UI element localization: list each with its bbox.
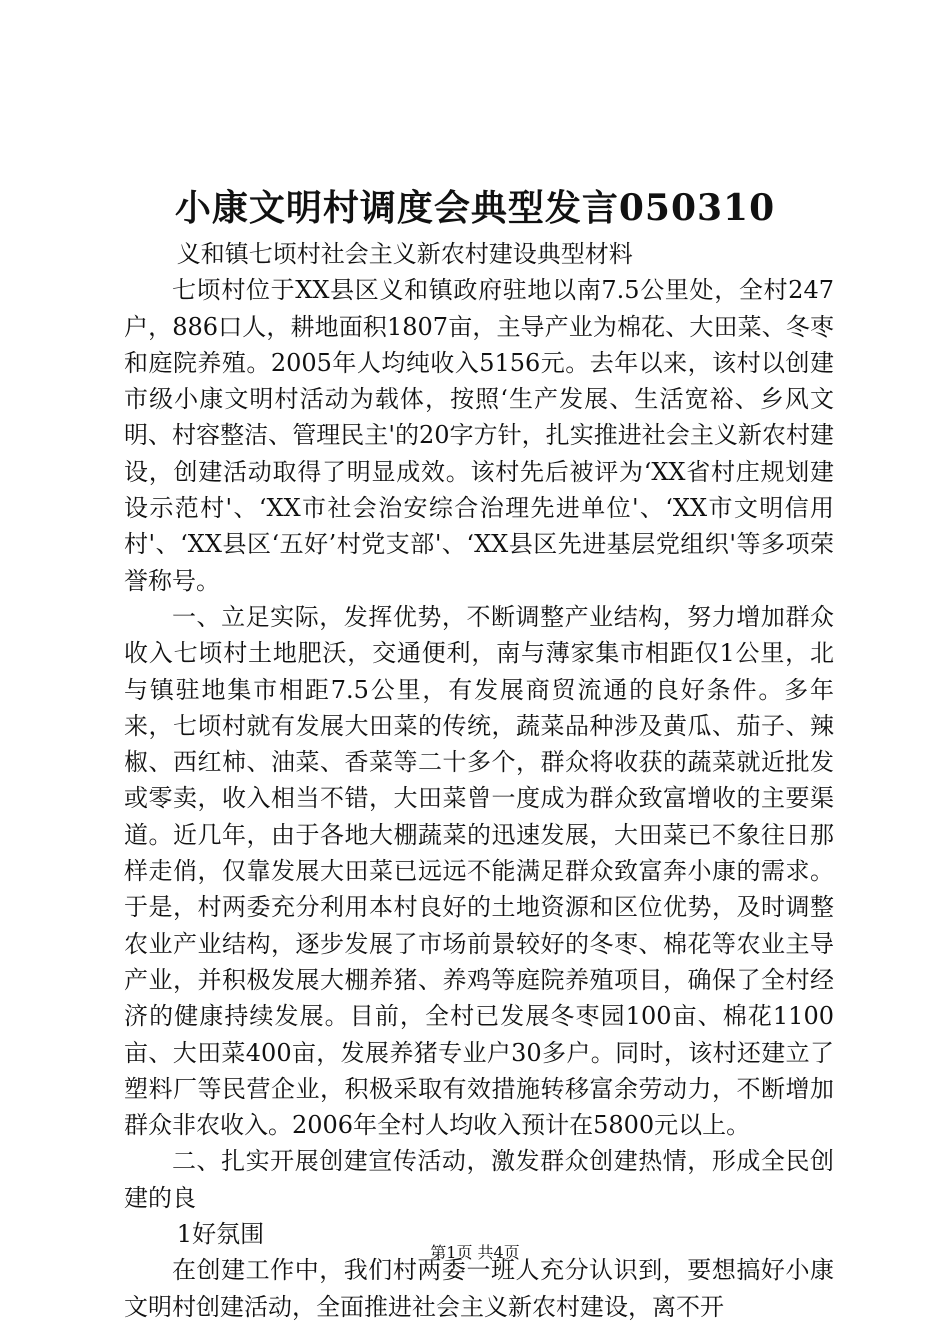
- paragraph-section-two-body: 在创建工作中，我们村两委一班人充分认识到，要想搞好小康文明村创建活动，全面推进社会主义新农村建设，离不开: [124, 1256, 834, 1321]
- document-body: [124, 236, 834, 1325]
- paragraph-section-two-heading-cont: 1好氛围: [176, 1220, 265, 1249]
- paragraph-section-two-heading: 二、扎实开展创建宣传活动，激发群众创建热情，形成全民创建的良: [124, 1147, 834, 1212]
- page-number: 第1页 共4页: [430, 1243, 520, 1262]
- document-title: 小康文明村调度会典型发言050310: [174, 187, 776, 229]
- paragraph-intro: 七顷村位于XX县区义和镇政府驻地以南7.5公里处，全村247户，886口人，耕地面积1807亩，主导产业为棉花、大田菜、冬枣和庭院养殖。2005年人均纯收入5156元。去年以来，该村以创建市级小康文明村活动为载体，按照‘生产发展、生活宽裕、乡风文明、村容整洁、管理民主'的20字方针，扎实推进社会主义新农村建设，创建活动取得了明显成效。该村先后被评为‘XX省村庄规划建设示范村'、‘XX市社会治安综合治理先进单位'、‘XX市文明信用村'、‘XX县区‘五好’村党支部'、‘XX县区先进基层党组织'等多项荣誉称号。: [124, 276, 834, 595]
- paragraph-section-one: 一、立足实际，发挥优势，不断调整产业结构，努力增加群众收入七顷村土地肥沃，交通便利，南与薄家集市相距仅1公里，北与镇驻地集市相距7.5公里，有发展商贸流通的良好条件。多年来，七顷村就有发展大田菜的传统，蔬菜品种涉及黄瓜、茄子、辣椒、西红柿、油菜、香菜等二十多个，群众将收获的蔬菜就近批发或零卖，收入相当不错，大田菜曾一度成为群众致富增收的主要渠道。近几年，由于各地大棚蔬菜的迅速发展，大田菜已不象往日那样走俏，仅靠发展大田菜已远远不能满足群众致富奔小康的需求。于是，村两委充分利用本村良好的土地资源和区位优势，及时调整农业产业结构，逐步发展了市场前景较好的冬枣、棉花等农业主导产业，并积极发展大棚养猪、养鸡等庭院养殖项目，确保了全村经济的健康持续发展。目前，全村已发展冬枣园100亩、棉花1100亩、大田菜400亩，发展养猪专业户30多户。同时，该村还建立了塑料厂等民营企业，积极采取有效措施转移富余劳动力，不断增加群众非农收入。2006年全村人均收入预计在5800元以上。: [124, 602, 834, 1140]
- document-subtitle: 义和镇七顷村社会主义新农村建设典型材料: [176, 240, 633, 268]
